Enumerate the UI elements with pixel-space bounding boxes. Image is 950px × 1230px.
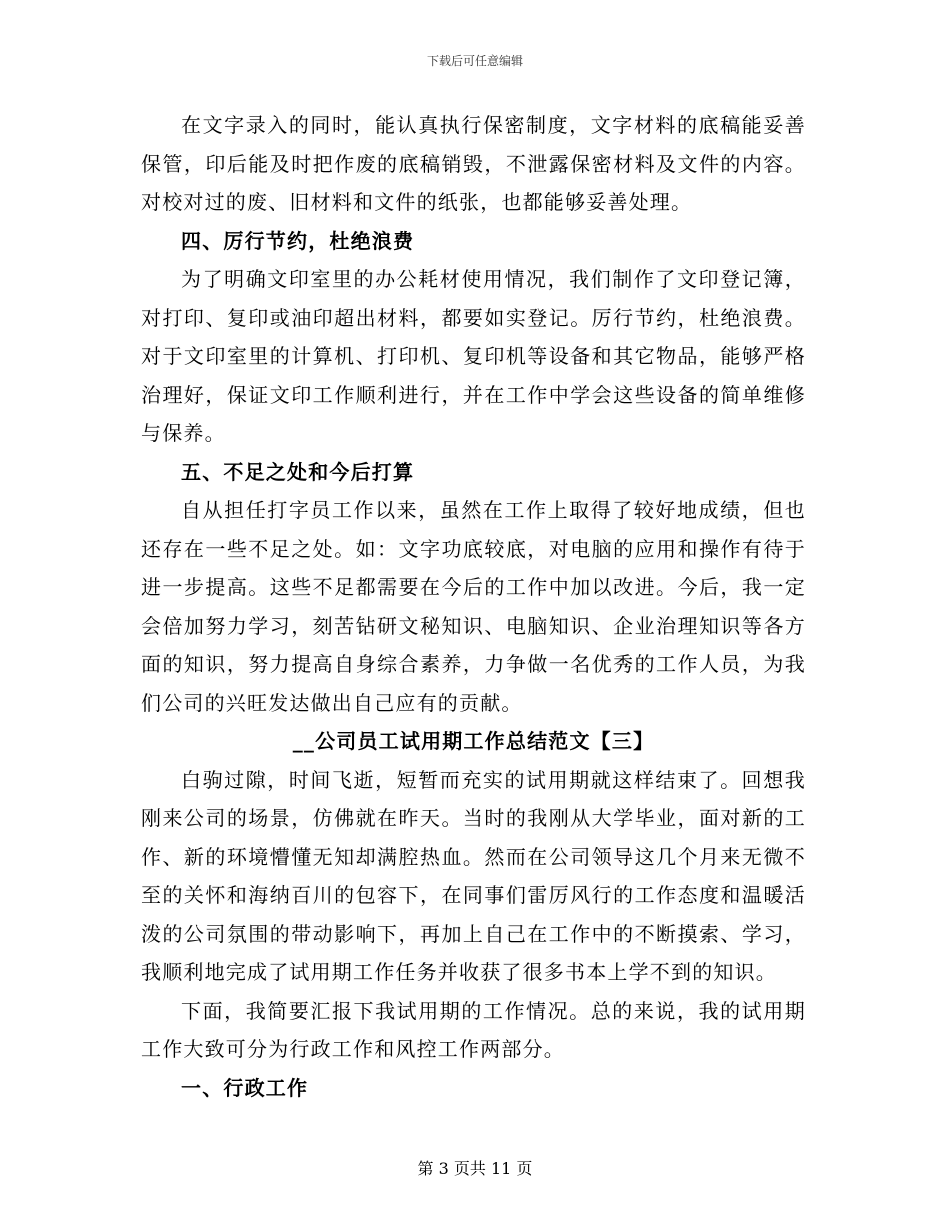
section-heading: 四、厉行节约，杜绝浪费 (181, 228, 415, 253)
paragraph: 在文字录入的同时，能认真执行保密制度，文字材料的底稿能妥善保管，印后能及时把作废的底稿销毁，不泄露保密材料及文件的内容。对校对过的废、旧材料和文件的纸张，也都能够妥善处理。 (141, 113, 806, 214)
document-title: __公司员工试用期工作总结范文【三】 (292, 729, 655, 753)
paragraph: 下面，我简要汇报下我试用期的工作情况。总的来说，我的试用期工作大致可分为行政工作和风控工作两部分。 (141, 998, 806, 1061)
page-header: 下载后可任意编辑 (426, 54, 523, 68)
paragraph: 自从担任打字员工作以来，虽然在工作上取得了较好地成绩，但也还存在一些不足之处。如：文字功底较底，对电脑的应用和操作有待于进一步提高。这些不足都需要在今后的工作中加以改进。今后，我一定会倍加努力学习，刻苦钻研文秘知识、电脑知识、企业治理知识等各方面的知识，努力提高自身综合素养，力争做一名优秀的工作人员，为我们公司的兴旺发达做出自己应有的贡献。 (141, 498, 806, 715)
section-heading: 五、不足之处和今后打算 (181, 459, 415, 484)
section-heading: 一、行政工作 (181, 1075, 309, 1100)
paragraph: 为了明确文印室里的办公耗材使用情况，我们制作了文印登记簿，对打印、复印或油印超出材料，都要如实登记。厉行节约，杜绝浪费。对于文印室里的计算机、打印机、复印机等设备和其它物品，能够严格治理好，保证文印工作顺利进行，并在工作中学会这些设备的简单维修与保养。 (141, 267, 806, 445)
page-footer: 第 3 页共 11 页 (417, 1159, 533, 1178)
document-body (141, 106, 806, 1107)
paragraph: 白驹过隙，时间飞逝，短暂而充实的试用期就这样结束了。回想我刚来公司的场景，仿佛就在昨天。当时的我刚从大学毕业，面对新的工作、新的环境懵懂无知却满腔热血。然而在公司领导这几个月来无微不至的关怀和海纳百川的包容下，在同事们雷厉风行的工作态度和温暖活泼的公司氛围的带动影响下，再加上自己在工作中的不断摸索、学习，我顺利地完成了试用期工作任务并收获了很多书本上学不到的知识。 (141, 767, 806, 984)
